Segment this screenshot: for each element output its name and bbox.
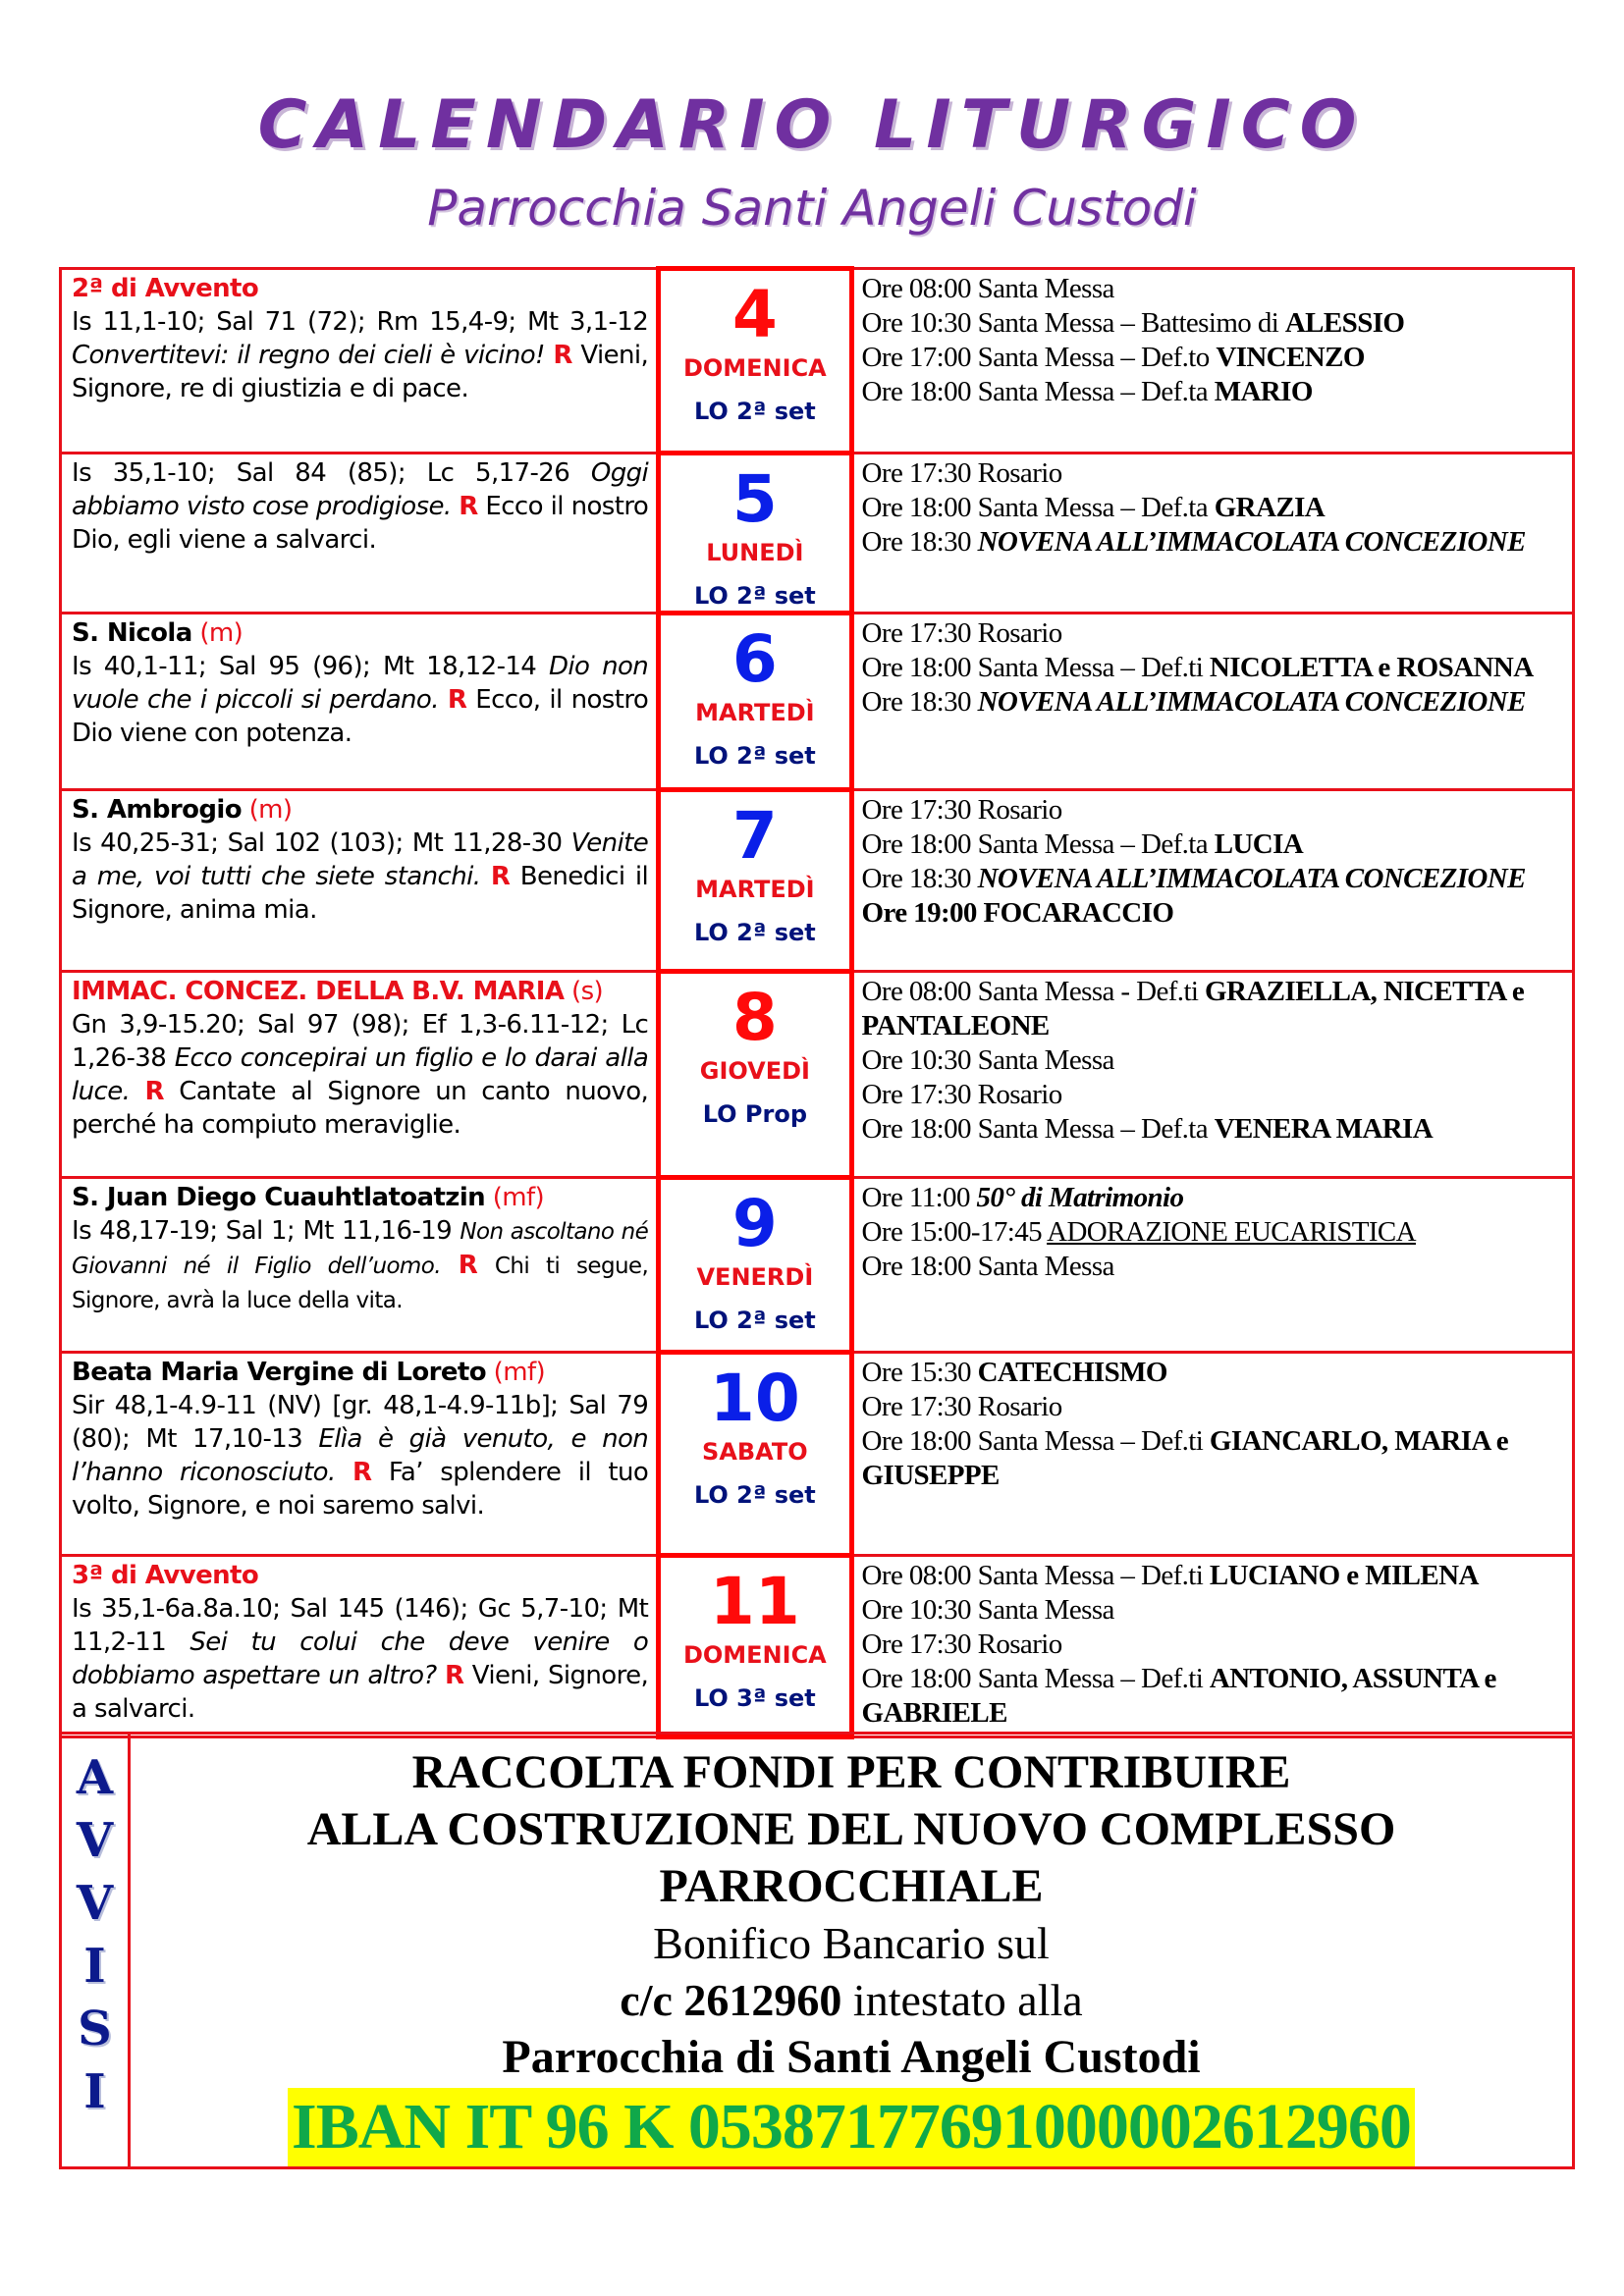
event-time: Ore 18:00 <box>861 652 971 683</box>
date-cell <box>659 790 851 972</box>
weekday-name: DOMENICA <box>682 354 827 382</box>
celebration-title <box>72 1559 648 1592</box>
antiphon: Sei tu colui che deve venire o dobbiamo aspettare un altro? <box>72 1628 649 1690</box>
day-number: 5 <box>731 461 778 537</box>
celebration-rank: (mf) <box>492 1183 545 1212</box>
notices-label <box>61 1734 130 2168</box>
events-cell <box>851 790 1573 972</box>
weekday-name: DOMENICA <box>682 1641 827 1669</box>
event-time: Ore 19:00 <box>861 897 977 929</box>
date-cell <box>659 614 851 790</box>
weekday-name: MARTEDÌ <box>695 699 815 726</box>
event-names: GRAZIA <box>1214 492 1326 523</box>
event-description: Rosario <box>977 1391 1062 1422</box>
event-description: Santa Messa <box>977 1594 1114 1626</box>
account-prefix: c/c <box>620 1975 673 2025</box>
liturgical-calendar-table <box>59 266 1575 1739</box>
readings-block <box>72 305 648 405</box>
liturgy-hours-week: LO 2ª set <box>693 1307 816 1334</box>
antiphon: Ecco concepirai un figlio e lo darai alla luce. <box>72 1043 649 1106</box>
event-item <box>862 1390 1566 1424</box>
liturgy-hours-week: LO 2ª set <box>693 919 816 946</box>
event-time: Ore 17:30 <box>861 794 971 826</box>
event-time: Ore 18:30 <box>861 863 971 894</box>
antiphon: Convertitevi: il regno dei cieli è vicino! <box>72 341 545 370</box>
celebration-title <box>72 616 648 650</box>
account-line <box>131 1972 1572 2029</box>
event-time: Ore 15:00-17:45 <box>861 1216 1043 1248</box>
event-item <box>862 1628 1566 1662</box>
event-description: Santa Messa – Def.ta <box>977 1113 1209 1145</box>
date-cell <box>659 269 851 454</box>
antiphon: Venite a me, voi tutti che siete stanchi. <box>72 828 649 891</box>
events-list <box>854 454 1572 563</box>
event-time: Ore 18:00 <box>861 1113 971 1145</box>
weekday-name: VENERDÌ <box>696 1263 814 1291</box>
bank-transfer-line: Bonifico Bancario sul <box>653 1918 1050 1968</box>
celebration-rank: (s) <box>571 977 604 1006</box>
liturgy-text <box>62 270 656 409</box>
date-cell <box>659 454 851 614</box>
liturgy-text <box>62 1179 656 1321</box>
event-time: Ore 18:00 <box>861 1251 971 1282</box>
celebration-rank: (m) <box>248 795 293 825</box>
antiphon: Elìa è già venuto, e non l’hanno riconosciuto. <box>72 1424 649 1487</box>
calendar-row <box>61 269 1574 454</box>
liturgy-cell <box>61 454 659 614</box>
notices-label-letter: V <box>76 1813 114 1868</box>
event-description: Santa Messa <box>977 1044 1114 1076</box>
event-item <box>862 685 1566 720</box>
event-description: Santa Messa – Def.ta <box>977 492 1209 523</box>
event-time: Ore 18:00 <box>861 1663 971 1694</box>
liturgy-cell <box>61 972 659 1178</box>
events-list <box>854 614 1572 723</box>
event-time: Ore 18:00 <box>861 1425 971 1457</box>
event-names: CATECHISMO <box>977 1357 1167 1388</box>
event-item <box>862 491 1566 525</box>
day-number: 8 <box>731 980 778 1055</box>
readings: Is 48,17-19; Sal 1; Mt 11,16-19 <box>72 1216 453 1246</box>
events-cell <box>851 1556 1573 1737</box>
event-item <box>862 862 1566 896</box>
readings: Is 11,1-10; Sal 71 (72); Rm 15,4-9; Mt 3,1-12 <box>72 307 649 337</box>
psalm-response: Fa’ splendere il tuo volto, Signore, e noi saremo salvi. <box>72 1458 649 1521</box>
event-description: Santa Messa <box>977 1251 1114 1282</box>
event-names: GRAZIELLA, NICETTA e PANTALEONE <box>861 976 1525 1041</box>
antiphon: Dio non vuole che i piccoli si perdano. <box>72 652 649 715</box>
day-number: 11 <box>709 1564 800 1639</box>
weekday-name: GIOVEDÌ <box>699 1057 810 1085</box>
celebration-rank: (m) <box>199 618 244 648</box>
liturgy-text <box>62 1354 656 1526</box>
liturgy-hours-week: LO 2ª set <box>693 398 816 425</box>
liturgy-cell <box>61 790 659 972</box>
event-item <box>862 793 1566 828</box>
events-list <box>854 1179 1572 1288</box>
liturgy-cell <box>61 1178 659 1353</box>
response-marker: R <box>445 1661 464 1690</box>
celebration-title <box>72 1181 648 1214</box>
event-time: Ore 18:00 <box>861 828 971 860</box>
event-names: MARIO <box>1214 376 1313 407</box>
celebration-title <box>72 975 648 1008</box>
event-item <box>862 1181 1566 1215</box>
response-marker: R <box>459 492 478 521</box>
response-marker: R <box>458 1251 478 1280</box>
day-number: 10 <box>709 1361 800 1436</box>
event-time: Ore 17:30 <box>861 1629 971 1660</box>
readings-block <box>72 456 648 557</box>
weekday-name: LUNEDÌ <box>706 539 804 566</box>
celebration-name: S. Juan Diego Cuauhtlatoatzin <box>72 1183 486 1212</box>
celebration-title <box>72 272 648 305</box>
event-item <box>862 651 1566 685</box>
event-highlight: NOVENA ALL’IMMACOLATA CONCEZIONE <box>977 526 1526 558</box>
event-names: ALESSIO <box>1284 307 1405 339</box>
liturgy-text <box>62 454 656 561</box>
event-item <box>862 1112 1566 1147</box>
celebration-title <box>72 793 648 827</box>
event-item <box>862 1662 1566 1731</box>
event-description: Rosario <box>977 1079 1062 1110</box>
celebration-name: Beata Maria Vergine di Loreto <box>72 1358 486 1387</box>
calendar-row <box>61 1353 1574 1556</box>
event-time: Ore 17:30 <box>861 1391 971 1422</box>
event-description: Santa Messa - Def.ti <box>977 976 1199 1007</box>
event-time: Ore 17:00 <box>861 342 971 373</box>
readings-block <box>72 827 648 927</box>
psalm-response: Benedici il Signore, anima mia. <box>72 862 649 925</box>
notice-heading-line: PARROCCHIALE <box>659 1860 1044 1912</box>
date-cell <box>659 1178 851 1353</box>
beneficiary: Parrocchia di Santi Angeli Custodi <box>502 2031 1201 2083</box>
antiphon: Non ascoltano né Giovanni né il Figlio dell’uomo. <box>72 1219 649 1279</box>
event-item <box>862 306 1566 341</box>
notices-label-letter: I <box>83 2064 106 2119</box>
event-time: Ore 11:00 <box>861 1182 970 1213</box>
event-item <box>862 975 1566 1043</box>
event-time: Ore 17:30 <box>861 1079 971 1110</box>
calendar-row <box>61 614 1574 790</box>
readings-block <box>72 1214 648 1317</box>
day-number: 6 <box>731 621 778 697</box>
event-item <box>862 341 1566 375</box>
event-time: Ore 17:30 <box>861 457 971 489</box>
event-time: Ore 08:00 <box>861 976 971 1007</box>
readings: Sir 48,1-4.9-11 (NV) [gr. 48,1-4.9-11b]; Sal 79 (80); Mt 17,10-13 <box>72 1391 649 1454</box>
readings: Gn 3,9-15.20; Sal 97 (98); Ef 1,3-6.11-12; Lc 1,26-38 <box>72 1010 649 1073</box>
event-item <box>862 1043 1566 1078</box>
date-cell <box>659 972 851 1178</box>
event-highlight: NOVENA ALL’IMMACOLATA CONCEZIONE <box>977 686 1526 718</box>
psalm-response: Ecco il nostro Dio, egli viene a salvarci. <box>72 492 649 555</box>
liturgy-hours-week: LO Prop <box>702 1100 807 1128</box>
event-description: Santa Messa – Def.ta <box>977 376 1209 407</box>
antiphon: Oggi abbiamo visto cose prodigiose. <box>72 458 649 521</box>
readings-block <box>72 1389 648 1522</box>
page-title: CALENDARIO LITURGICO <box>257 86 1367 164</box>
account-number: 2612960 <box>683 1975 842 2025</box>
event-item <box>862 1559 1566 1593</box>
iban-code: IBAN IT 96 K 05387177691000002612960 <box>288 2088 1415 2166</box>
event-item <box>862 456 1566 491</box>
events-cell <box>851 1178 1573 1353</box>
date-cell <box>659 1353 851 1556</box>
notices-label-letter: I <box>83 1939 106 1994</box>
event-time: Ore 08:00 <box>861 1560 971 1591</box>
liturgy-text <box>62 1557 656 1730</box>
event-names: VINCENZO <box>1216 342 1365 373</box>
event-names: LUCIANO e MILENA <box>1209 1560 1479 1591</box>
event-description: Santa Messa – Def.ta <box>977 828 1209 860</box>
readings: Is 35,1-10; Sal 84 (85); Lc 5,17-26 <box>72 458 570 488</box>
liturgy-cell <box>61 614 659 790</box>
event-description: Rosario <box>977 1629 1062 1660</box>
event-description: Santa Messa – Def.to <box>977 342 1210 373</box>
event-description: Rosario <box>977 617 1062 649</box>
event-time: Ore 10:30 <box>861 1594 971 1626</box>
notice-heading-line: ALLA COSTRUZIONE DEL NUOVO COMPLESSO <box>306 1803 1396 1855</box>
event-highlight: 50° di Matrimonio <box>976 1182 1184 1213</box>
notices-label-letter: S <box>78 2002 112 2056</box>
weekday-name: SABATO <box>702 1438 808 1466</box>
event-time: Ore 10:30 <box>861 307 971 339</box>
day-number: 4 <box>731 277 778 352</box>
event-item <box>862 1078 1566 1112</box>
event-description: Santa Messa <box>977 273 1114 304</box>
events-list <box>854 1354 1572 1497</box>
notice-heading-line: RACCOLTA FONDI PER CONTRIBUIRE <box>411 1746 1291 1798</box>
event-description: Santa Messa – Def.ti <box>977 1425 1204 1457</box>
liturgy-cell <box>61 1353 659 1556</box>
fundraising-notice <box>130 1734 1574 2168</box>
readings: Is 35,1-6a.8a.10; Sal 145 (146); Gc 5,7-10; Mt 11,2-11 <box>72 1594 649 1657</box>
event-description: Santa Messa – Def.ti <box>977 1560 1204 1591</box>
liturgy-cell <box>61 1556 659 1737</box>
event-time: Ore 18:00 <box>861 376 971 407</box>
calendar-row <box>61 1178 1574 1353</box>
celebration-name: S. Ambrogio <box>72 795 242 825</box>
calendar-row <box>61 1556 1574 1737</box>
event-names: NICOLETTA e ROSANNA <box>1209 652 1534 683</box>
day-number: 7 <box>731 798 778 874</box>
event-time: Ore 18:00 <box>861 492 971 523</box>
event-item <box>862 1424 1566 1493</box>
event-description: Rosario <box>977 457 1062 489</box>
calendar-row <box>61 454 1574 614</box>
parish-subtitle: Parrocchia Santi Angeli Custodi <box>427 180 1197 237</box>
event-adoration: ADORAZIONE EUCARISTICA <box>1047 1216 1416 1248</box>
event-item <box>862 1215 1566 1250</box>
response-marker: R <box>490 862 511 891</box>
event-item <box>862 525 1566 560</box>
event-description: Rosario <box>977 794 1062 826</box>
event-names: ANTONIO, ASSUNTA e GABRIELE <box>861 1663 1496 1729</box>
celebration-name: 2ª di Avvento <box>72 274 259 303</box>
event-highlight: NOVENA ALL’IMMACOLATA CONCEZIONE <box>977 863 1526 894</box>
celebration-name: 3ª di Avvento <box>72 1561 259 1590</box>
liturgy-cell <box>61 269 659 454</box>
notices-section <box>59 1732 1575 2169</box>
celebration-rank: (mf) <box>493 1358 546 1387</box>
event-time: Ore 15:30 <box>861 1357 971 1388</box>
celebration-name: IMMAC. CONCEZ. DELLA B.V. MARIA <box>72 977 565 1006</box>
event-time: Ore 17:30 <box>861 617 971 649</box>
events-list <box>854 270 1572 413</box>
psalm-response: Vieni, Signore, re di giustizia e di pace. <box>72 341 649 403</box>
liturgy-text <box>62 614 656 754</box>
notices-label-letter: A <box>76 1750 114 1805</box>
event-item <box>862 1593 1566 1628</box>
events-cell <box>851 269 1573 454</box>
account-suffix: intestato alla <box>852 1975 1083 2025</box>
liturgy-text <box>62 791 656 931</box>
readings-block <box>72 1008 648 1142</box>
calendar-row <box>61 972 1574 1178</box>
date-cell <box>659 1556 851 1737</box>
readings: Is 40,25-31; Sal 102 (103); Mt 11,28-30 <box>72 828 563 858</box>
events-list <box>854 973 1572 1150</box>
response-marker: R <box>447 685 467 715</box>
event-names: LUCIA <box>1214 828 1304 860</box>
celebration-name: S. Nicola <box>72 618 192 648</box>
event-description: Santa Messa – Def.ti <box>977 1663 1204 1694</box>
event-item <box>862 272 1566 306</box>
liturgy-hours-week: LO 2ª set <box>693 1481 816 1509</box>
liturgy-text <box>62 973 656 1146</box>
event-names: FOCARACCIO <box>983 897 1174 929</box>
psalm-response: Ecco, il nostro Dio viene con potenza. <box>72 685 649 748</box>
day-number: 9 <box>731 1186 778 1261</box>
events-cell <box>851 1353 1573 1556</box>
response-marker: R <box>352 1458 372 1487</box>
events-cell <box>851 454 1573 614</box>
event-names: VENERA MARIA <box>1214 1113 1434 1145</box>
psalm-response: Chi ti segue, Signore, avrà la luce della vita. <box>72 1254 649 1313</box>
event-item <box>862 375 1566 409</box>
notices-label-letter: V <box>76 1876 114 1931</box>
event-item <box>862 1356 1566 1390</box>
event-item <box>862 896 1566 931</box>
events-list <box>854 1557 1572 1735</box>
event-time: Ore 08:00 <box>861 273 971 304</box>
readings: Is 40,1-11; Sal 95 (96); Mt 18,12-14 <box>72 652 537 681</box>
calendar-row <box>61 790 1574 972</box>
event-item <box>862 828 1566 862</box>
event-description: Santa Messa – Def.ti <box>977 652 1204 683</box>
event-names: GIANCARLO, MARIA e GIUSEPPE <box>861 1425 1509 1491</box>
readings-block <box>72 650 648 750</box>
liturgy-hours-week: LO 2ª set <box>693 582 816 610</box>
liturgy-hours-week: LO 3ª set <box>693 1684 816 1712</box>
readings-block <box>72 1592 648 1726</box>
liturgy-hours-week: LO 2ª set <box>693 742 816 770</box>
event-time: Ore 10:30 <box>861 1044 971 1076</box>
response-marker: R <box>144 1077 164 1106</box>
events-cell <box>851 614 1573 790</box>
response-marker: R <box>553 341 572 370</box>
event-time: Ore 18:30 <box>861 686 971 718</box>
event-item <box>862 1250 1566 1284</box>
event-description: Santa Messa – Battesimo di <box>977 307 1279 339</box>
psalm-response: Cantate al Signore un canto nuovo, perché ha compiuto meraviglie. <box>72 1077 649 1140</box>
weekday-name: MARTEDÌ <box>695 876 815 903</box>
celebration-title <box>72 1356 648 1389</box>
event-item <box>862 616 1566 651</box>
events-list <box>854 791 1572 934</box>
event-time: Ore 18:30 <box>861 526 971 558</box>
events-cell <box>851 972 1573 1178</box>
psalm-response: Vieni, Signore, a salvarci. <box>72 1661 649 1724</box>
